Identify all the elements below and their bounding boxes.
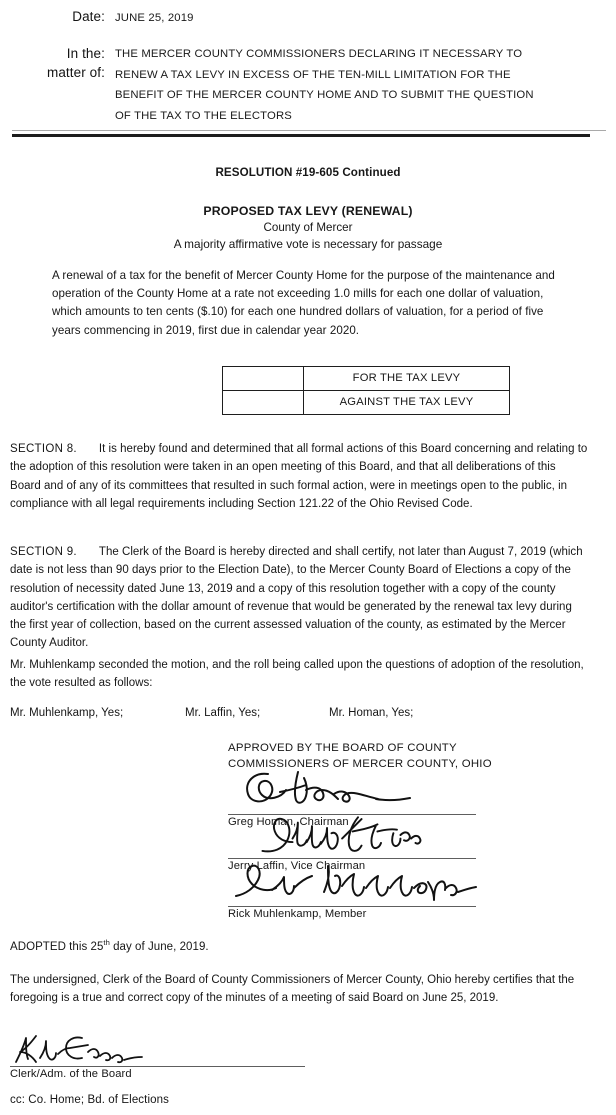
matter-text-line: OF THE TAX TO THE ELECTORS xyxy=(115,109,292,122)
cc-line: cc: Co. Home; Bd. of Elections xyxy=(10,1094,169,1106)
vote-homan: Mr. Homan, Yes; xyxy=(329,707,414,719)
table-row xyxy=(223,391,510,415)
date-label: Date: xyxy=(72,9,105,24)
signature-block-chairman xyxy=(228,800,476,828)
signature-name-vice-chairman: Jerry Laffin, Vice Chairman xyxy=(228,860,366,872)
adopted-ordinal: th xyxy=(103,938,110,947)
resolution-heading: RESOLUTION #19-605 Continued xyxy=(215,166,401,179)
signature-ink-homan xyxy=(228,768,488,814)
adopted-line xyxy=(10,938,209,953)
signature-name-chairman: Greg Homan, Chairman xyxy=(228,816,349,828)
ballot-options-table xyxy=(222,366,510,415)
approval-line-1: APPROVED BY THE BOARD OF COUNTY xyxy=(228,742,457,754)
ballot-mark-box-for[interactable] xyxy=(223,367,304,391)
signature-block-clerk xyxy=(10,1052,305,1080)
approval-line-2: COMMISSIONERS OF MERCER COUNTY, OHIO xyxy=(228,757,492,770)
section-8-lead: SECTION 8. xyxy=(10,443,77,455)
matter-text-line: THE MERCER COUNTY COMMISSIONERS DECLARING IT NECESSARY TO xyxy=(115,48,523,60)
vote-laffin: Mr. Laffin, Yes; xyxy=(185,707,261,719)
adopted-prefix: ADOPTED this 25 xyxy=(10,940,104,953)
ballot-option-against: AGAINST THE TAX LEVY xyxy=(304,391,510,415)
vote-muhlenkamp: Mr. Muhlenkamp, Yes; xyxy=(10,707,124,719)
section-9-paragraph xyxy=(10,543,588,653)
ballot-mark-box-against[interactable] xyxy=(223,391,304,415)
header-divider-thin xyxy=(12,130,606,131)
certification-paragraph: The undersigned, Clerk of the Board of County Commissioners of Mercer County, Ohio hereby certifies that the foregoing is a true and correct copy of the minutes of a meeting of said Board on June 25, 2019. xyxy=(10,974,575,1005)
approval-heading xyxy=(228,741,492,772)
adopted-suffix: day of June, 2019. xyxy=(109,940,209,953)
signature-block-vice-chairman xyxy=(228,840,476,872)
table-row xyxy=(223,367,510,391)
section-8-text: It is hereby found and determined that all formal actions of this Board concerning and relating to the adoption of this resolution were taken in an open meeting of this Board, and that all deliberations of this Board and of any of its committees that resulted in such formal action, were in meetings open to the public, in compliance with all legal requirements including Section 121.22 of the Ohio Revised Code. xyxy=(10,443,588,510)
levy-vote-note: A majority affirmative vote is necessary for passage xyxy=(173,237,443,251)
levy-county: County of Mercer xyxy=(263,221,353,234)
section-9-lead: SECTION 9. xyxy=(10,546,77,558)
matter-text xyxy=(115,44,534,126)
vote-results-row xyxy=(10,707,510,719)
matter-row xyxy=(0,44,534,126)
section-9-text: The Clerk of the Board is hereby directed and shall certify, not later than August 7, 2019 (which date is not less than 90 days prior to the Election Date), to the Mercer County Board of Elections a copy of the resolution of necessity dated June 13, 2019 and a copy of this resolution together with a copy of the county auditor's certification with the dollar amount of revenue that would be generated by the renewal tax levy during the first year of collection, based on the current assessed valuation of the county, as estimated by the Mercer County Auditor. xyxy=(10,546,583,650)
date-value: JUNE 25, 2019 xyxy=(115,12,194,24)
levy-title: PROPOSED TAX LEVY (RENEWAL) xyxy=(203,204,413,218)
signature-block-member xyxy=(228,890,476,920)
date-row xyxy=(0,8,194,29)
signature-ink-clerk xyxy=(10,1032,190,1066)
section-8-paragraph xyxy=(10,440,588,513)
ballot-option-for: FOR THE TAX LEVY xyxy=(304,367,510,391)
signature-name-member: Rick Muhlenkamp, Member xyxy=(228,908,367,920)
matter-label xyxy=(0,44,105,82)
levy-body-paragraph: A renewal of a tax for the benefit of Mercer County Home for the purpose of the maintenance and operation of the County Home at a rate not exceeding 1.0 mills for each one dollar of valuation, which amounts to ten cents ($.10) for each one hundred dollars of valuation, for a period of five years commencing in 2019, first due in calendar year 2020. xyxy=(52,269,555,337)
header-divider-thick xyxy=(12,134,590,137)
matter-label-line1: In the: xyxy=(66,46,105,61)
clerk-label: Clerk/Adm. of the Board xyxy=(10,1068,132,1080)
motion-paragraph: Mr. Muhlenkamp seconded the motion, and the roll being called upon the questions of adoption of the resolution, the vote resulted as follows: xyxy=(10,659,584,690)
matter-text-line: RENEW A TAX LEVY IN EXCESS OF THE TEN-MILL LIMITATION FOR THE xyxy=(115,68,511,81)
matter-text-line: BENEFIT OF THE MERCER COUNTY HOME AND TO SUBMIT THE QUESTION xyxy=(115,89,534,101)
matter-label-line2: matter of: xyxy=(46,65,105,80)
